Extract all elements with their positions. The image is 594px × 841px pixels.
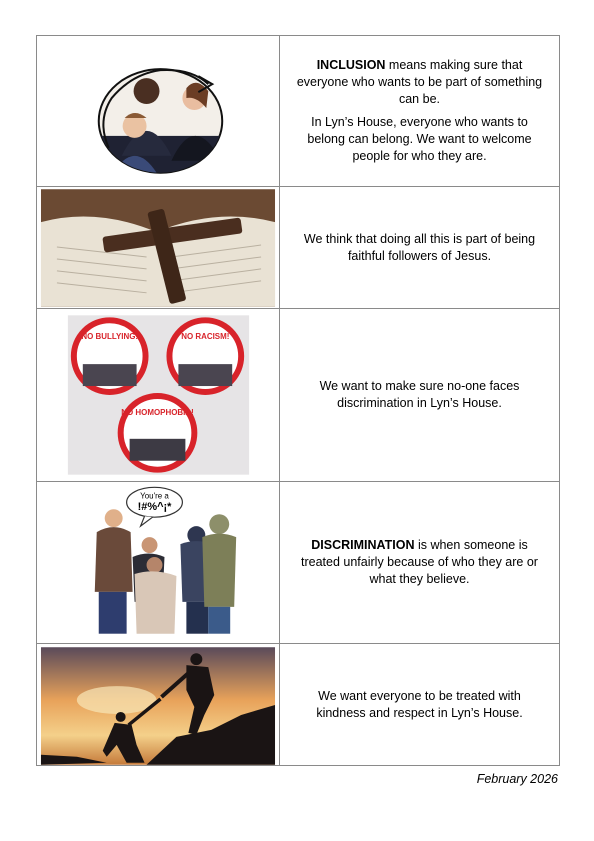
row-text	[280, 187, 559, 308]
no-discrimination-image	[37, 309, 280, 481]
paragraph-text: We want everyone to be treated with kindness and respect in Lyn’s House.	[316, 688, 523, 720]
inclusion-group-icon	[37, 36, 279, 186]
cross-on-bible-icon	[37, 187, 279, 308]
bullying-group-icon	[37, 482, 279, 643]
row-text	[280, 309, 559, 481]
table-row	[37, 482, 559, 644]
no-racism-badge	[169, 320, 241, 392]
bullying-group-image	[37, 482, 280, 643]
row-text	[280, 644, 559, 765]
paragraph-text: We think that doing all this is part of being faithful followers of Jesus.	[303, 231, 536, 263]
no-homophobia-badge	[121, 396, 195, 470]
helping-hand-sunset-icon	[37, 645, 279, 765]
keyword: INCLUSION	[316, 58, 386, 72]
paragraph-text: We want to make sure no-one faces discrimination in Lyn’s House.	[319, 379, 520, 410]
paragraph	[292, 688, 547, 722]
speech-line: !#%^¡*	[137, 501, 172, 514]
badge-label: NO BULLYING!	[81, 332, 139, 342]
speech-bubble	[127, 487, 183, 526]
paragraph-text: is when someone is treated unfairly because of who they are or what they believe.	[301, 538, 538, 586]
table-row	[37, 309, 559, 482]
helping-hand-image	[37, 644, 280, 765]
cross-bible-image	[37, 187, 280, 308]
paragraph	[292, 231, 547, 265]
paragraph	[292, 57, 547, 108]
speech-line: You're a	[140, 491, 169, 501]
paragraph	[292, 378, 547, 412]
paragraph-text: means making sure that everyone who wants to be part of something can be.	[296, 58, 543, 106]
badge-label: NO RACISM!	[181, 332, 230, 342]
no-bullying-badge	[74, 320, 146, 392]
table-row	[37, 187, 559, 309]
table-row	[37, 36, 559, 187]
paragraph-text: In Lyn’s House, everyone who wants to belong can belong. We want to welcome people for who they are.	[307, 115, 532, 163]
badge-label: NO HOMOPHOBIA!	[121, 407, 194, 417]
footer-date: February 2026	[476, 772, 558, 786]
keyword: DISCRIMINATION	[311, 538, 415, 552]
paragraph	[292, 114, 547, 165]
inclusion-group-image	[37, 36, 280, 186]
paragraph	[292, 537, 547, 588]
table-row	[37, 644, 559, 765]
no-discrimination-badges-icon	[37, 309, 279, 481]
row-text	[280, 482, 559, 643]
row-text	[280, 36, 559, 186]
content-table	[36, 35, 560, 766]
